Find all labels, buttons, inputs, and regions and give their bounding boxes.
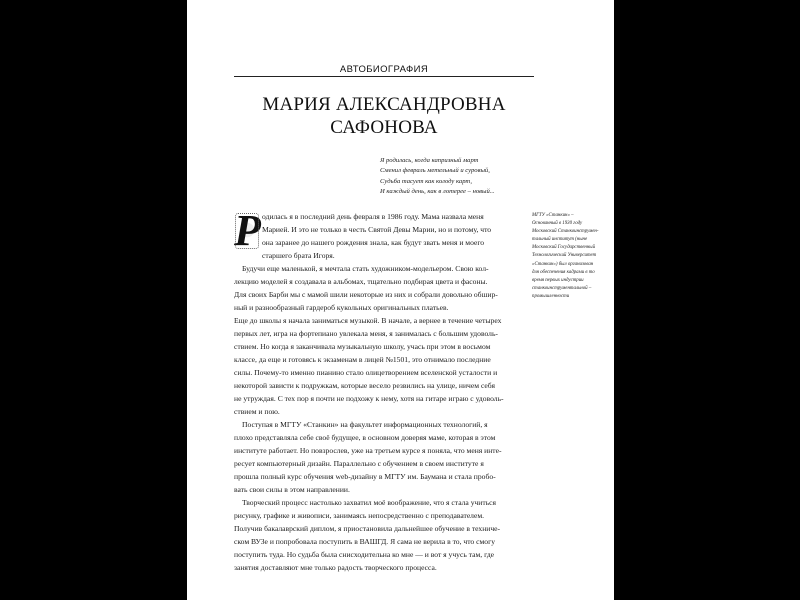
- body-line: лекцию моделей я создавала в альбомах, тщательно подбирая цвета и фасоны.: [234, 277, 488, 286]
- body-line: Творческий процесс настолько захватил моё воображение, что я стала учиться: [242, 498, 497, 507]
- body-line: первых лет, игра на фортепиано увлекала меня, я занималась с большим удоволь-: [234, 329, 498, 338]
- body-line: плохо представляла себе своё будущее, в основном доверяя маме, которая в этом: [234, 433, 496, 442]
- margin-note-line: Основанный в 1930 году: [532, 221, 583, 227]
- body-line: ный и разнообразный гардероб кукольных оригинальных платьев.: [234, 303, 449, 312]
- body-line: некоторой зависти к подружкам, которые весело резвились на улице, ничем себя: [234, 381, 495, 390]
- header-rule: [234, 76, 534, 77]
- body-line: Для своих Барби мы с мамой шили некоторые из них и собрали довольно обшир-: [234, 290, 498, 299]
- body-line: ресует компьютерный дизайн. Параллельно с обучением в своем институте я: [234, 459, 484, 468]
- body-line: силы. Почему-то именно пианино стало олицетворением вселенской усталости и: [234, 368, 498, 377]
- body-line: она заранее до нашего рождения знала, как будут звать меня и моего: [262, 238, 485, 247]
- epigraph-line: Я родилась, когда капризный март: [380, 157, 479, 164]
- margin-note-line: МГТУ «Станкин» –: [532, 213, 574, 218]
- body-line: Поступая в МГТУ «Станкин» на факультет информационных технологий, я: [242, 420, 488, 429]
- epigraph-line: Сменил февраль метельный и суровый,: [380, 167, 490, 175]
- title-line-1: МАРИЯ АЛЕКСАНДРОВНА: [262, 94, 506, 115]
- body-line: занятия доставляют мне только радость творческого процесса.: [234, 563, 437, 572]
- body-line: институте работает. Но повзрослев, уже на третьем курсе я поняла, что меня инте-: [234, 446, 502, 455]
- body-line: одилась я в последний день февраля в 1986 году. Мама назвала меня: [262, 212, 484, 221]
- epigraph-line: И каждый день, как в лотерее – новый...: [380, 188, 495, 196]
- body-line: прошла полный курс обучения web-дизайну в МГТУ им. Баумана и стала пробо-: [234, 472, 496, 481]
- title-line-2: САФОНОВА: [330, 117, 438, 138]
- margin-note-line: станкоинструментальной –: [532, 285, 592, 291]
- body-line: ствием. Но когда я заканчивала музыкальную школу, учась при этом в восьмом: [234, 342, 491, 351]
- body-line: классе, да еще и готовясь к экзаменам в лицей №1501, это отнимало последние: [234, 355, 491, 364]
- body-line: рисунку, графике и живописи, занимаясь непосредственно с преподавателем.: [234, 511, 485, 520]
- epigraph: [380, 156, 540, 198]
- margin-note-line: тальный институт (ныне: [532, 237, 588, 243]
- page-title: [234, 93, 534, 139]
- body-line: ствием и пою.: [234, 407, 280, 416]
- book-page: [187, 0, 614, 600]
- section-label: АВТОБИОГРАФИЯ: [339, 64, 429, 75]
- body-line: ском ВУЗе и попробовала поступить в ВАШГД. Я сама не верила в то, что смогу: [234, 537, 496, 546]
- body-line: поступить туда. Но судьба была снисходительна ко мне — и вот я учусь там, где: [234, 550, 495, 559]
- margin-note: [532, 212, 606, 301]
- drop-cap: Р: [234, 206, 261, 255]
- body-line: вать свои силы в этом направлении.: [234, 485, 350, 494]
- body-line: Получив бакалаврский диплом, я приостановила дальнейшее обучение в техниче-: [234, 524, 501, 533]
- margin-note-line: Московский Государственный: [532, 245, 596, 251]
- margin-note-line: Технологический Университет: [532, 253, 597, 259]
- epigraph-line: Судьба тасует как колоду карт,: [380, 177, 473, 185]
- margin-note-line: Московский Станкоинструмен-: [532, 229, 599, 235]
- body-line: Еще до школы я начала заниматься музыкой. В начале, а вернее в течение четырех: [234, 316, 502, 325]
- body-text: [234, 206, 524, 574]
- margin-note-line: «Станкин») был организован: [532, 261, 594, 267]
- body-line: Марией. И это не только в честь Святой Девы Марии, но и потому, что: [262, 225, 492, 234]
- margin-note-line: время первых индустрии: [532, 277, 584, 283]
- body-line: не утруждая. С тех пор я почти не подхожу к нему, хотя на гитаре играю с удоволь-: [234, 394, 504, 403]
- body-line: старшего брата Игоря.: [262, 251, 335, 260]
- margin-note-line: для обеспечения кадрами в то: [532, 269, 595, 275]
- margin-note-line: промышленности: [532, 293, 570, 299]
- body-line: Будучи еще маленькой, я мечтала стать художником-модельером. Свою кол-: [242, 264, 489, 273]
